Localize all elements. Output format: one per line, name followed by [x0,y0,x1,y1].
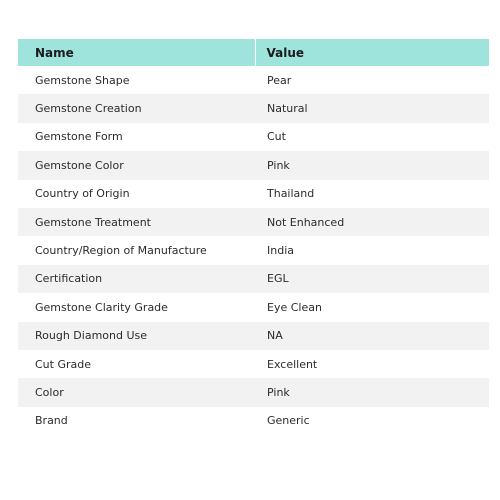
table-row [18,151,489,179]
attribute-value: Not Enhanced [255,208,489,236]
column-header-name: Name [18,39,255,66]
table-row [18,236,489,264]
attribute-value: Natural [255,94,489,122]
table-row [18,66,489,94]
table-row [18,350,489,378]
attribute-value: Pear [255,66,489,94]
attribute-value: India [255,236,489,264]
attribute-name: Country of Origin [18,180,255,208]
attribute-value: Generic [255,407,489,435]
attribute-name: Brand [18,407,255,435]
table-row [18,94,489,122]
attribute-value: Cut [255,123,489,151]
attribute-name: Country/Region of Manufacture [18,236,255,264]
table-row [18,293,489,321]
attribute-name: Gemstone Shape [18,66,255,94]
attribute-name: Gemstone Creation [18,94,255,122]
attribute-name: Gemstone Treatment [18,208,255,236]
attribute-name: Gemstone Color [18,151,255,179]
attribute-value: Pink [255,378,489,406]
attribute-value: Excellent [255,350,489,378]
attribute-name: Color [18,378,255,406]
attribute-value: Pink [255,151,489,179]
table-row [18,322,489,350]
attribute-value: Thailand [255,180,489,208]
attribute-name: Gemstone Clarity Grade [18,293,255,321]
attribute-name: Cut Grade [18,350,255,378]
table-row [18,123,489,151]
table-row [18,265,489,293]
attribute-name: Certification [18,265,255,293]
attribute-value: NA [255,322,489,350]
table-row [18,208,489,236]
attribute-name: Rough Diamond Use [18,322,255,350]
attribute-name: Gemstone Form [18,123,255,151]
item-specifics-table [18,39,489,435]
table-row [18,180,489,208]
table-header-row [18,39,489,66]
attribute-value: EGL [255,265,489,293]
table-row [18,378,489,406]
table-row [18,407,489,435]
attribute-value: Eye Clean [255,293,489,321]
column-header-value: Value [255,39,489,66]
